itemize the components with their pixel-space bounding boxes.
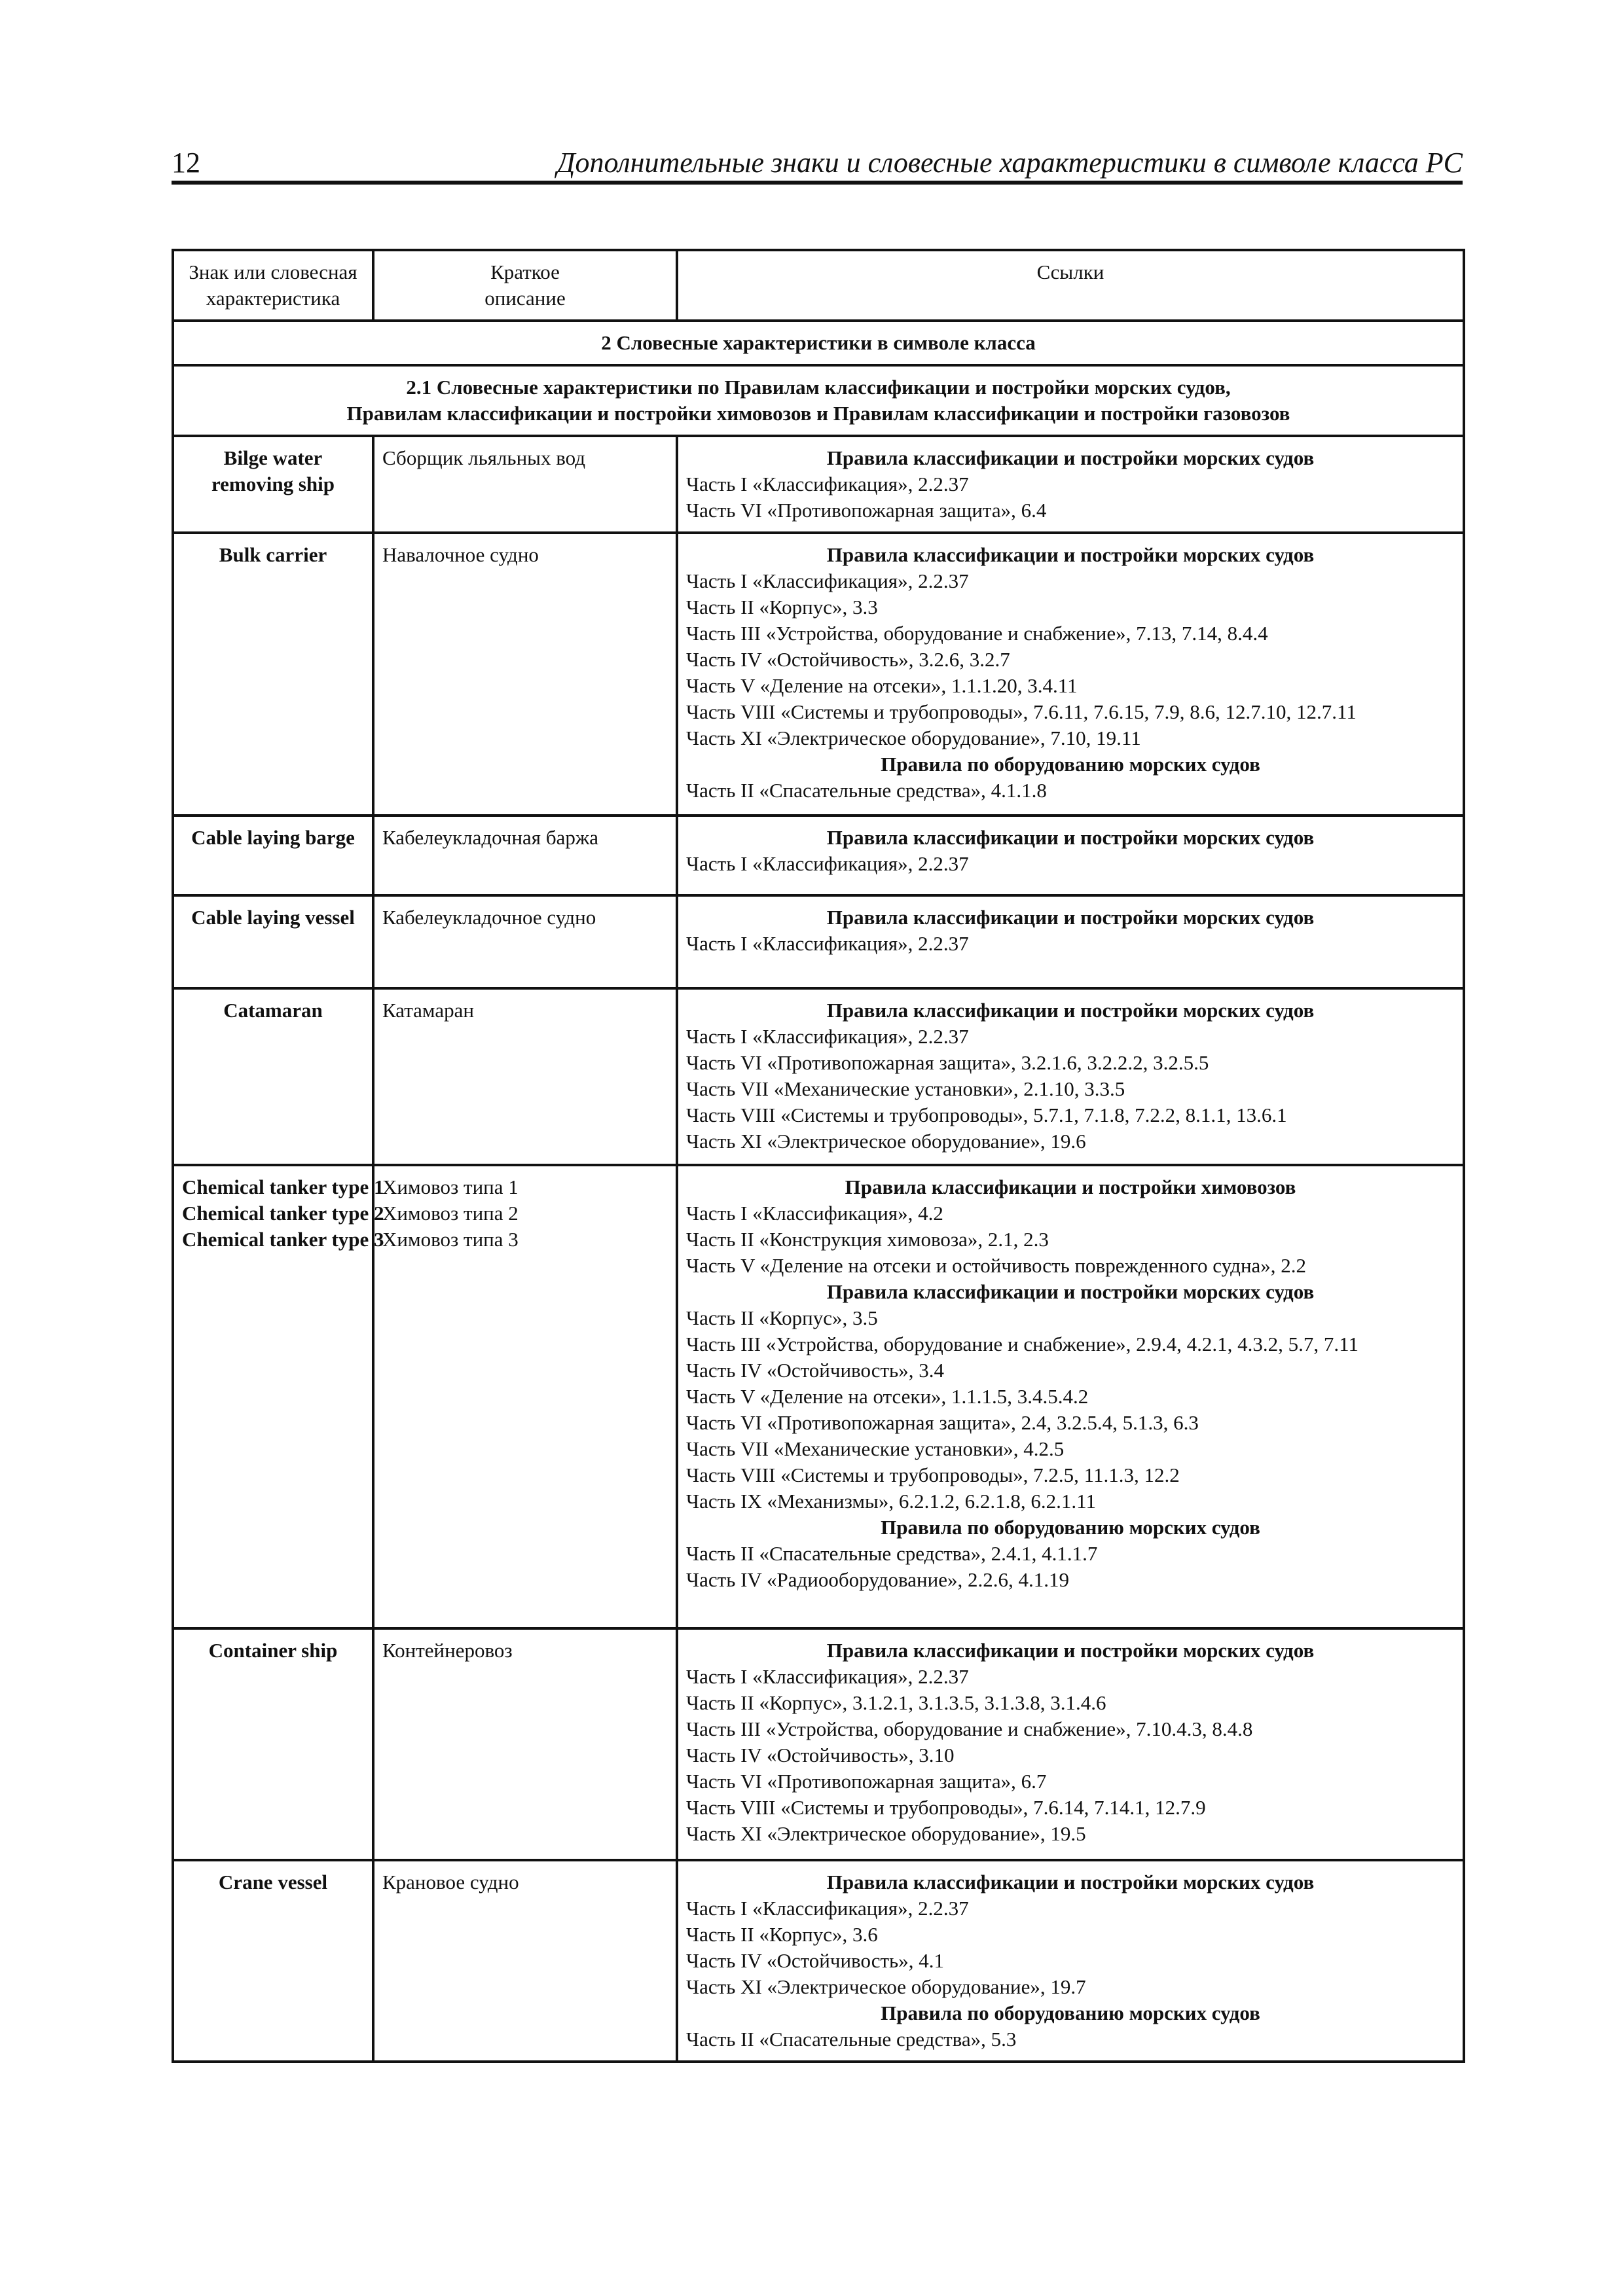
reference-line: Часть IV «Остойчивость», 3.2.6, 3.2.7 <box>686 648 1010 671</box>
table-row <box>173 533 1464 816</box>
reference-line: Часть I «Классификация», 2.2.37 <box>686 1665 969 1688</box>
table-row <box>173 816 1464 895</box>
sign-text: Container ship <box>208 1639 338 1662</box>
description-cell <box>373 1628 677 1860</box>
sign-cell <box>173 988 373 1165</box>
sign-text: Cable laying vessel <box>191 906 355 929</box>
references-cell <box>677 533 1464 816</box>
reference-line: Часть IV «Остойчивость», 3.4 <box>686 1359 944 1382</box>
reference-line: Часть III «Устройства, оборудование и снабжение», 2.9.4, 4.2.1, 4.3.2, 5.7, 7.11 <box>686 1333 1359 1355</box>
reference-line: Часть V «Деление на отсеки и остойчивость поврежденного судна», 2.2 <box>686 1254 1307 1277</box>
rules-title: Правила по оборудованию морских судов <box>881 753 1260 776</box>
rules-title: Правила классификации и постройки морских судов <box>826 906 1315 929</box>
reference-line: Часть VI «Противопожарная защита», 2.4, 3.2.5.4, 5.1.3, 6.3 <box>686 1411 1199 1434</box>
reference-line: Часть IX «Механизмы», 6.2.1.2, 6.2.1.8, 6.2.1.11 <box>686 1490 1096 1513</box>
sign-cell <box>173 895 373 988</box>
classification-table <box>172 249 1465 2063</box>
reference-line: Часть I «Классификация», 2.2.37 <box>686 1025 969 1048</box>
description-text: Кабелеукладочная баржа <box>382 826 599 849</box>
sign-text: Bilge water removing ship <box>211 446 335 495</box>
subsection-title <box>173 365 1464 436</box>
sign-text: Chemical tanker type 3 <box>182 1228 384 1251</box>
reference-line: Часть II «Спасательные средства», 4.1.1.8 <box>686 779 1047 802</box>
reference-line: Часть IV «Остойчивость», 4.1 <box>686 1949 944 1972</box>
reference-line: Часть IV «Остойчивость», 3.10 <box>686 1744 955 1767</box>
table-row <box>173 1628 1464 1860</box>
column-header-line: Краткое <box>490 260 560 283</box>
sign-cell <box>173 1165 384 1628</box>
column-header-references <box>677 250 1464 321</box>
description-cell <box>373 988 677 1165</box>
reference-line: Часть II «Корпус», 3.1.2.1, 3.1.3.5, 3.1.3.8, 3.1.4.6 <box>686 1691 1106 1714</box>
reference-line: Часть VIII «Системы и трубопроводы», 7.6.14, 7.14.1, 12.7.9 <box>686 1796 1206 1819</box>
rules-title: Правила по оборудованию морских судов <box>881 2001 1260 2024</box>
reference-line: Часть IV «Радиооборудование», 2.2.6, 4.1.19 <box>686 1568 1069 1591</box>
reference-line: Часть VIII «Системы и трубопроводы», 5.7.1, 7.1.8, 7.2.2, 8.1.1, 13.6.1 <box>686 1103 1287 1126</box>
reference-line: Часть XI «Электрическое оборудование», 19.6 <box>686 1130 1086 1153</box>
reference-line: Часть VIII «Системы и трубопроводы», 7.6.11, 7.6.15, 7.9, 8.6, 12.7.10, 12.7.11 <box>686 700 1357 723</box>
reference-line: Часть I «Классификация», 2.2.37 <box>686 473 969 495</box>
rules-title: Правила классификации и постройки морских судов <box>826 1871 1315 1893</box>
reference-line: Часть III «Устройства, оборудование и снабжение», 7.13, 7.14, 8.4.4 <box>686 622 1268 645</box>
sign-cell <box>173 436 373 533</box>
subsection-row <box>173 365 1464 436</box>
reference-line: Часть I «Классификация», 2.2.37 <box>686 1897 969 1920</box>
description-text: Химовоз типа 2 <box>382 1202 519 1225</box>
reference-line: Часть I «Классификация», 2.2.37 <box>686 852 969 875</box>
reference-line: Часть III «Устройства, оборудование и снабжение», 7.10.4.3, 8.4.8 <box>686 1717 1253 1740</box>
reference-line: Часть II «Спасательные средства», 2.4.1, 4.1.1.7 <box>686 1542 1098 1565</box>
rules-title: Правила по оборудованию морских судов <box>881 1516 1260 1539</box>
page-header <box>172 145 1463 185</box>
table-header-row <box>173 250 1464 321</box>
description-text: Сборщик льяльных вод <box>382 446 586 469</box>
sign-cell <box>173 816 373 895</box>
reference-line: Часть I «Классификация», 2.2.37 <box>686 932 969 955</box>
description-cell <box>373 436 677 533</box>
reference-line: Часть II «Спасательные средства», 5.3 <box>686 2028 1017 2051</box>
reference-line: Часть VI «Противопожарная защита», 3.2.1.6, 3.2.2.2, 3.2.5.5 <box>686 1051 1209 1074</box>
sign-text: Catamaran <box>223 999 323 1022</box>
table-row <box>173 1165 1464 1628</box>
description-cell <box>373 533 677 816</box>
rules-title: Правила классификации и постройки морских судов <box>826 826 1315 849</box>
reference-line: Часть II «Корпус», 3.5 <box>686 1306 878 1329</box>
reference-line: Часть V «Деление на отсеки», 1.1.1.5, 3.4.5.4.2 <box>686 1385 1089 1408</box>
section-row <box>173 321 1464 365</box>
reference-line: Часть VII «Механические установки», 2.1.10, 3.3.5 <box>686 1077 1125 1100</box>
reference-line: Часть II «Корпус», 3.3 <box>686 596 878 619</box>
reference-line: Часть II «Конструкция химовоза», 2.1, 2.3 <box>686 1228 1049 1251</box>
description-text: Кабелеукладочное судно <box>382 906 596 929</box>
reference-line: Часть VIII «Системы и трубопроводы», 7.2.5, 11.1.3, 12.2 <box>686 1463 1180 1486</box>
references-cell <box>677 436 1464 533</box>
sign-text: Bulk carrier <box>219 543 327 566</box>
description-text: Химовоз типа 1 <box>382 1175 519 1198</box>
table-row <box>173 895 1464 988</box>
sign-text: Crane vessel <box>218 1871 328 1893</box>
subsection-line: Правилам классификации и постройки химовозов и Правилам классификации и постройки газовозов <box>346 402 1290 425</box>
reference-line: Часть XI «Электрическое оборудование», 19.7 <box>686 1975 1086 1998</box>
reference-line: Часть VI «Противопожарная защита», 6.7 <box>686 1770 1047 1793</box>
references-cell <box>677 816 1464 895</box>
references-cell <box>677 895 1464 988</box>
description-text: Катамаран <box>382 999 474 1022</box>
sign-cell <box>173 1860 373 2062</box>
rules-title: Правила классификации и постройки морских судов <box>826 543 1315 566</box>
reference-line: Часть XI «Электрическое оборудование», 19.5 <box>686 1822 1086 1845</box>
references-cell <box>677 1628 1464 1860</box>
reference-line: Часть VI «Противопожарная защита», 6.4 <box>686 499 1047 522</box>
description-text: Контейнеровоз <box>382 1639 513 1662</box>
reference-line: Часть V «Деление на отсеки», 1.1.1.20, 3.4.11 <box>686 674 1078 697</box>
references-cell <box>677 1165 1464 1628</box>
description-text: Крановое судно <box>382 1871 519 1893</box>
reference-line: Часть I «Классификация», 2.2.37 <box>686 569 969 592</box>
rules-title: Правила классификации и постройки химовозов <box>845 1175 1296 1198</box>
rules-title: Правила классификации и постройки морских судов <box>826 446 1315 469</box>
rules-title: Правила классификации и постройки морских судов <box>826 1280 1315 1303</box>
references-cell <box>677 988 1464 1165</box>
description-cell <box>373 816 677 895</box>
column-header-description <box>373 250 677 321</box>
sign-text: Chemical tanker type 1 <box>182 1175 384 1198</box>
page-number: 12 <box>172 147 200 179</box>
reference-line: Часть XI «Электрическое оборудование», 7.10, 19.11 <box>686 726 1141 749</box>
description-text: Химовоз типа 3 <box>382 1228 519 1251</box>
sign-text: Chemical tanker type 2 <box>182 1202 384 1225</box>
column-header-line: Знак или словесная <box>189 260 357 283</box>
column-header-line: Ссылки <box>1036 260 1104 283</box>
column-header-line: характеристика <box>206 287 340 310</box>
reference-line: Часть II «Корпус», 3.6 <box>686 1923 878 1946</box>
reference-line: Часть VII «Механические установки», 4.2.5 <box>686 1437 1065 1460</box>
description-text: Навалочное судно <box>382 543 539 566</box>
column-header-line: описание <box>484 287 566 310</box>
table-row <box>173 1860 1464 2062</box>
table-row <box>173 988 1464 1165</box>
running-title: Дополнительные знаки и словесные характеристики в символе класса РС <box>556 147 1463 179</box>
description-cell <box>373 895 677 988</box>
description-cell <box>373 1860 677 2062</box>
section-title: 2 Словесные характеристики в символе класса <box>173 321 1464 365</box>
reference-line: Часть I «Классификация», 4.2 <box>686 1202 943 1225</box>
column-header-sign <box>173 250 373 321</box>
subsection-line: 2.1 Словесные характеристики по Правилам классификации и постройки морских судов, <box>406 376 1231 399</box>
table-row <box>173 436 1464 533</box>
sign-cell <box>173 1628 373 1860</box>
sign-text: Cable laying barge <box>191 826 355 849</box>
rules-title: Правила классификации и постройки морских судов <box>826 1639 1315 1662</box>
sign-cell <box>173 533 373 816</box>
references-cell <box>677 1860 1464 2062</box>
rules-title: Правила классификации и постройки морских судов <box>826 999 1315 1022</box>
description-cell <box>373 1165 677 1628</box>
